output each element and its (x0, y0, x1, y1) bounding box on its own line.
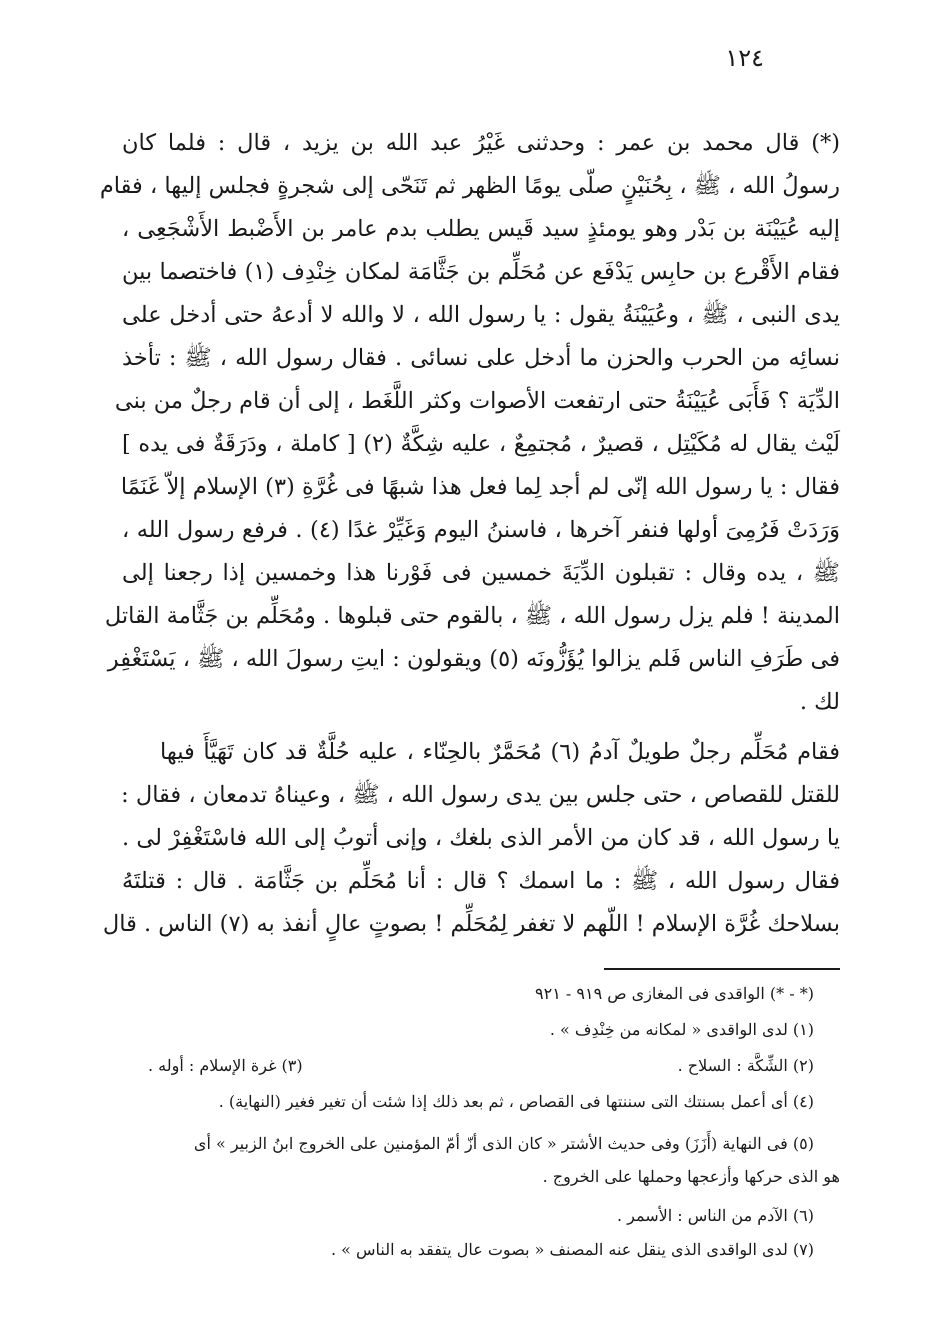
footnote-5-continued: هو الذى حركها وأزعجها وحملها على الخروج . (542, 1167, 840, 1186)
text-line: (*) قال محمد بن عمر : وحدثنى غَيْرُ عبد الله بن يزيد ، قال : فلما كان (122, 130, 840, 156)
text-line: يا رسول الله ، قد كان من الأمر الذى بلغك ، وإنى أتوبُ إلى الله فاسْتَغْفِرْ لى . (122, 825, 840, 851)
footnote-star: (* - *) الواقدى فى المغازى ص ٩١٩ - ٩٢١ (535, 984, 814, 1003)
text-line: رسولُ الله ، ﷺ ، بِحُنَيْنٍ صلّى يومًا الظهر ثم تَنَحّى إلى شجرةٍ فجلس إليها ، فقام (99, 173, 840, 199)
footnote-6: (٦) الآدم من الناس : الأسمر . (616, 1206, 814, 1225)
text-line: لَيْث يقال له مُكَيْتِل ، قصيرٌ ، مُجتمِعٌ ، عليه شِكَّةٌ (٢) [ كاملة ، ودَرَقَةٌ فى يده ] (122, 431, 840, 457)
text-line: المدينة ! فلم يزل رسول الله ، ﷺ ، بالقوم حتى قبلوها . ومُحَلِّم بن جَثَّامة القاتل (104, 603, 840, 629)
text-line: إليه عُيَيْنَة بن بَدْر وهو يومئذٍ سيد قَيس يطلب بدم عامر بن الأَضْبط الأَشْجَعِى ، (122, 216, 840, 242)
text-line: ﷺ ، يده وقال : تقبلون الدِّيَةَ خمسين فى فَوْرنا هذا وخمسين إذا رجعنا إلى (122, 560, 840, 586)
footnote-divider (604, 968, 840, 970)
text-line: بسلاحك غُرَّة الإسلام ! اللّهم لا تغفر لِمُحَلِّم ! بصوتٍ عالٍ أنفذ به (٧) الناس . قال (102, 911, 840, 937)
text-line: وَرَدَتْ فَرُمِىَ أولها فنفر آخرها ، فاسننُ اليوم وَغَيِّرْ غدًا (٤) . فرفع رسول الله ، (122, 517, 840, 543)
footnote-1: (١) لدى الواقدى « لمكانه من خِنْدِف » . (549, 1020, 814, 1039)
footnote-2: (٢) الشِّكَّة : السلاح . (677, 1056, 814, 1075)
footnote-7: (٧) لدى الواقدى الذى ينقل عنه المصنف « بصوت عال يتفقد به الناس » . (330, 1240, 814, 1259)
text-line: فقال رسول الله ، ﷺ : ما اسمك ؟ قال : أنا مُحَلِّم بن جَثَّامَة . قال : قتلتَهُ (122, 868, 840, 894)
text-line: لك . (799, 689, 840, 715)
footnote-5: (٥) فى النهاية (أَزَزَ) وفى حديث الأشتر « كان الذى أزّ أمّ المؤمنين على الخروج ابنُ الزبير » أى (193, 1134, 814, 1153)
text-line: للقتل للقصاص ، حتى جلس بين يدى رسول الله ، ﷺ ، وعيناهُ تدمعان ، فقال : (121, 782, 840, 808)
text-line: نسائِه من الحرب والحزن ما أدخل على نسائى . فقال رسول الله ، ﷺ : تأخذ (122, 345, 840, 371)
page-number: ١٢٤ (725, 44, 764, 72)
text-line: فى طَرَفِ الناس فَلم يزالوا يُؤَزُّونَه (٥) ويقولون : ايتِ رسولَ الله ، ﷺ ، يَسْتَغْفِر (107, 646, 840, 672)
text-line: فقال : يا رسول الله إنّى لم أجد لِما فعل هذا شبهًا فى غُرَّةِ (٣) الإسلام إلاّ غَنَمًا (120, 474, 840, 500)
text-line: يدى النبى ، ﷺ ، وعُيَيْنَةُ يقول : يا رسول الله ، لا والله لا أدعهُ حتى أدخل على (122, 302, 840, 328)
text-line: الدِّيَة ؟ فَأَبَى عُيَيْنَةُ حتى ارتفعت الأصوات وكثر اللَّغَط ، إلى أن قام رجلٌ من بنى (114, 388, 840, 414)
footnote-3: (٣) غرة الإسلام : أوله . (148, 1056, 303, 1075)
text-line: فقام مُحَلِّم رجلٌ طويلٌ آدمُ (٦) مُحَمَّرٌ بالحِنّاء ، عليه حُلَّةٌ قد كان تَهَيَّأَ فيها (160, 739, 840, 765)
text-line: فقام الأَقْرع بن حابِس يَدْفَع عن مُحَلِّم بن جَثَّامَة لمكان خِنْدِف (١) فاختصما بين (122, 259, 840, 285)
footnote-4: (٤) أى أعمل بسنتك التى سننتها فى القصاص ، ثم بعد ذلك إذا شئت أن تغير فغير (النهاية) . (218, 1092, 814, 1111)
